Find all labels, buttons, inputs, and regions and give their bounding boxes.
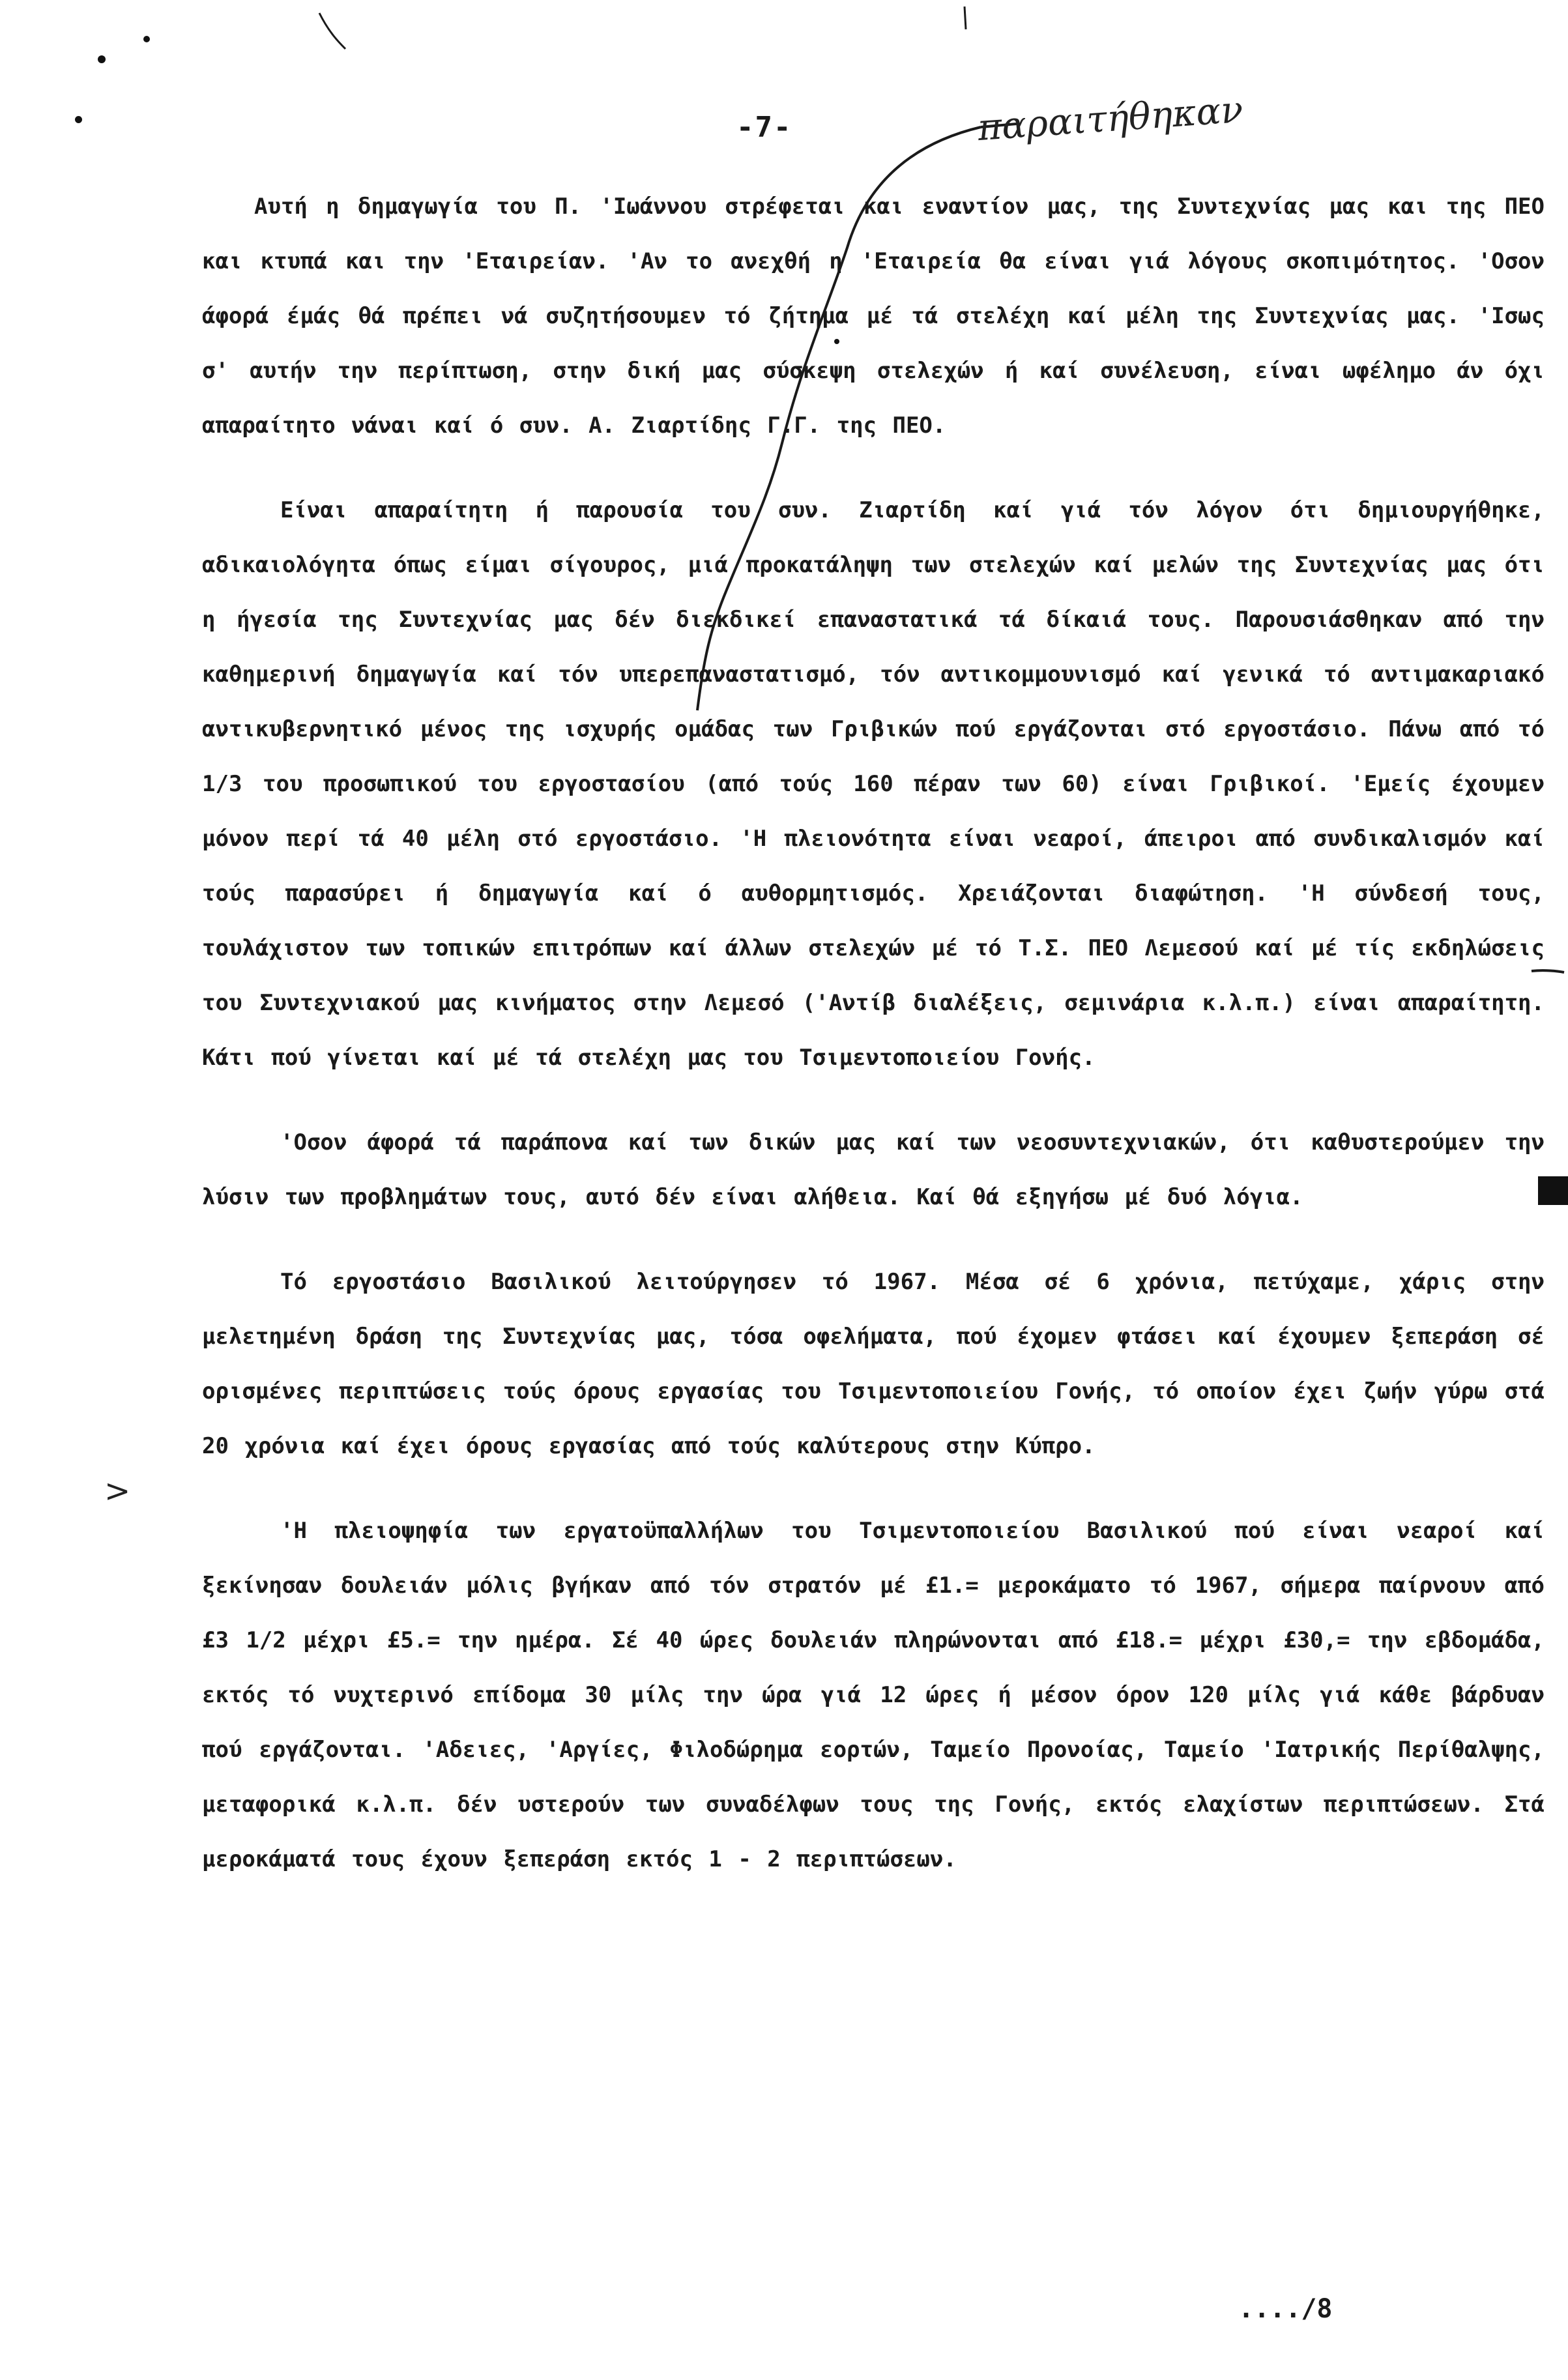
margin-arrow-mark: > [104,1473,131,1509]
paragraph: Είναι απαραίτητη ή παρουσία του συν. Ζιαρτίδη καί γιά τόν λόγον ότι δημιουργήθηκε, αδικαιολόγητα όπως είμαι σίγουρος, μιά προκατάληψη των στελεχών καί μελών της Συντεχνίας μας ότι η ήγεσία της Συντεχνίας μας δέν διεκδικεί επαναστατικά τά δίκαιά τους. Παρουσιάσθηκαν από την καθημερινή δημαγωγία καί τόν υπερεπαναστατισμό, τόν αντικομμουνισμό καί γενικά τό αντιμακαριακό αντικυβερνητικό μένος της ισχυρής ομάδας των Γριβικών πού εργάζονται στό εργοστάσιο. Πάνω από τό 1/3 του προσωπικού του εργοστασίου (από τούς 160 πέραν των 60) είναι Γριβικοί. 'Εμείς έχουμεν μόνον περί τά 40 μέλη στό εργοστάσιο. 'Η πλειονότητα είναι νεαροί, άπειροι από συνδικαλισμόν καί τούς παρασύρει ή δημαγωγία καί ό αυθορμητισμός. Χρειάζονται διαφώτηση. 'Η σύνδεσή τους, τουλάχιστον των τοπικών επιτρόπων καί άλλων στελεχών μέ τό Τ.Σ. ΠΕΟ Λεμεσού καί μέ τίς εκδηλώσεις του Συντεχνιακού μας κινήματος στην Λεμεσό ('Αντίβ διαλέξεις, σεμινάρια κ.λ.π.) είναι απαραίτητη. Κάτι πού γίνεται καί μέ τά στελέχη μας του Τσιμεντοποιείου Γονής. [202,497,1545,1071]
ink-speck [75,116,82,123]
paragraph: 'Οσον άφορά τά παράπονα καί των δικών μας καί των νεοσυντεχνιακών, ότι καθυστερούμεν την λύσιν των προβλημάτων τους, αυτό δέν είναι αλήθεια. Καί θά εξηγήσω μέ δυό λόγια. [202,1129,1545,1210]
ink-speck [98,55,106,63]
handwritten-note: παραιτήθηκαν [976,88,1245,150]
paragraph: 'Η πλειοψηφία των εργατοϋπαλλήλων του Τσιμεντοποιείου Βασιλικού πού είναι νεαροί καί ξεκίνησαν δουλειάν μόλις βγήκαν από τόν στρατόν μέ £1.= μεροκάματο τό 1967, σήμερα παίρνουν από £3 1/2 μέχρι £5.= την ημέρα. Σέ 40 ώρες δουλειάν πληρώνονται από £18.= μέχρι £30,= την εβδομάδα, εκτός τό νυχτερινό επίδομα 30 μίλς την ώρα γιά 12 ώρες ή μέσον όρον 120 μίλς γιά κάθε βάρδυαν πού εργάζονται. 'Αδειες, 'Αργίες, Φιλοδώρημα εορτών, Ταμείο Προνοίας, Ταμείο 'Ιατρικής Περίθαλψης, μεταφορικά κ.λ.π. δέν υστερούν των συναδέλφων τους της Γονής, εκτός ελαχίστων περιπτώσεων. Στά μεροκάματά τους έχουν ξεπεράση εκτός 1 - 2 περιπτώσεων. [202,1518,1545,1872]
paragraph: Τό εργοστάσιο Βασιλικού λειτούργησεν τό 1967. Μέσα σέ 6 χρόνια, πετύχαμε, χάρις στην μελετημένη δράση της Συντεχνίας μας, τόσα οφελήματα, πού έχομεν φτάσει καί έχουμεν ξεπεράση σέ ορισμένες περιπτώσεις τούς όρους εργασίας του Τσιμεντοποιείου Γονής, τό οποίον έχει ζωήν γύρω στά 20 χρόνια καί έχει όρους εργασίας από τούς καλύτερους στην Κύπρο. [202,1269,1545,1459]
document-body [202,179,1545,1917]
ink-speck [143,36,150,42]
paragraph: Αυτή η δημαγωγία του Π. 'Ιωάννου στρέφεται και εναντίον μας, της Συντεχνίας μας και της ΠΕΟ και κτυπά και την 'Εταιρείαν. 'Αν το ανεχθή η 'Εταιρεία θα είναι γιά λόγους σκοπιμότητος. 'Οσον άφορά έμάς θά πρέπει νά συζητήσουμεν τό ζήτημα μέ τά στελέχη καί μέλη της Συντεχνίας μας. 'Ισως σ' αυτήν την περίπτωση, στην δική μας σύσκεψη στελεχών ή καί συνέλευση, είναι ωφέλημο άν όχι απαραίτητο νάναι καί ό συν. Α. Ζιαρτίδης Γ.Γ. της ΠΕΟ. [202,194,1545,439]
page-number: -7- [736,111,792,144]
continuation-marker: ..../8 [1238,2294,1333,2324]
